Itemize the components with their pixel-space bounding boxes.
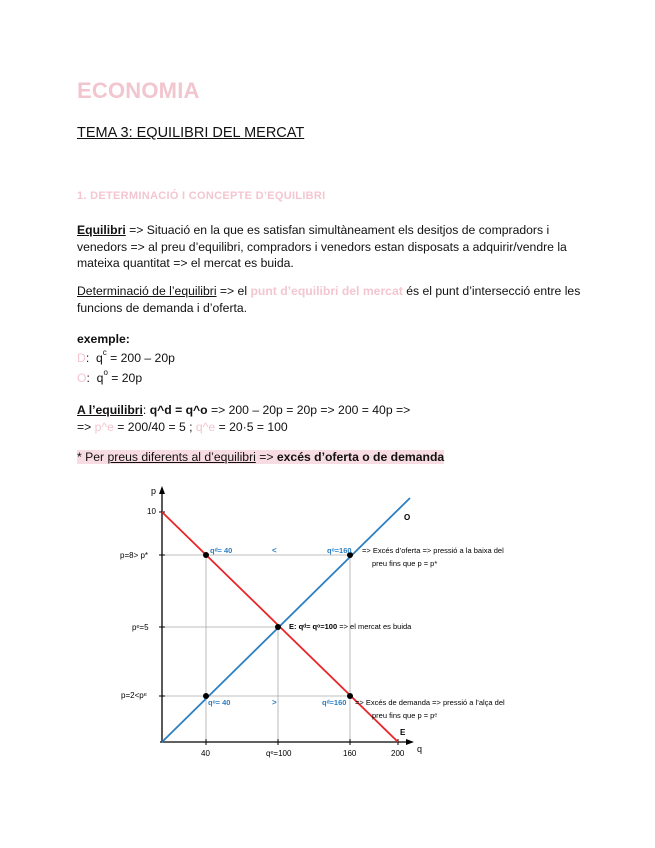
supply-demand-graph bbox=[0, 478, 655, 768]
demand-q: q bbox=[95, 351, 103, 365]
equilibri-paragraph bbox=[77, 222, 567, 272]
topic-heading: TEMA 3: EQUILIBRI DEL MERCAT bbox=[77, 125, 305, 141]
calc-bold-eq: q^d = q^o bbox=[149, 403, 208, 417]
calc-term: A l’equilibri bbox=[77, 403, 143, 417]
excess-demand-line2: preu fins que p = pᵉ bbox=[372, 711, 438, 720]
axis-p-label: p bbox=[151, 486, 157, 496]
demand-function: D: $q^c = 200 - 20p$ bbox=[77, 348, 175, 365]
demand-letter: D bbox=[77, 351, 86, 365]
determinacio-paragraph bbox=[77, 283, 580, 316]
x-tick-160: 160 bbox=[343, 749, 357, 758]
point-qd40 bbox=[203, 552, 209, 558]
document-title: ECONOMIA bbox=[77, 78, 200, 103]
calc-pre2: => bbox=[77, 419, 95, 434]
determinacio-line2: funcions de demanda i d’oferta. bbox=[77, 300, 248, 315]
calc-qe: q^e bbox=[195, 419, 216, 434]
y-axis-arrow bbox=[159, 486, 165, 494]
axis-q-label: q bbox=[417, 744, 423, 754]
equilibri-line3: mateixa quantitat => el mercat es buida. bbox=[77, 256, 294, 270]
note-pre: * Per bbox=[77, 450, 108, 464]
note-mid: => bbox=[255, 450, 277, 464]
note-underlined: preus diferents al d’equilibri bbox=[107, 450, 256, 464]
equilibri-line2: venedors => al preu d’equilibri, compradors i venedors estan disposats a adquirir/vendre la bbox=[77, 239, 567, 254]
equilibri-term: Equilibri bbox=[77, 223, 126, 237]
demand-sup: c bbox=[102, 348, 107, 357]
calc-pe: p^e bbox=[94, 419, 114, 434]
annot-equilibrium bbox=[289, 622, 412, 631]
calc-mid2: = 200/40 = 5 ; bbox=[113, 419, 196, 434]
determinacio-term: Determinació de l’equilibri bbox=[77, 284, 217, 298]
demand-label: E bbox=[400, 728, 406, 737]
x-tick-100: qᵉ=100 bbox=[266, 749, 292, 758]
determinacio-highlight: punt d’equilibri del mercat bbox=[250, 284, 403, 298]
demand-rest: = 200 – 20p bbox=[106, 351, 175, 365]
eq-text: => el mercat es buida bbox=[337, 622, 412, 631]
determinacio-post: és el punt d’intersecció entre les bbox=[402, 284, 581, 298]
supply-q: q bbox=[96, 371, 104, 385]
y-tick-eq: pᵉ=5 bbox=[132, 623, 149, 632]
annot-gt: > bbox=[272, 698, 277, 707]
note-line bbox=[77, 449, 444, 466]
supply-rest: = 20p bbox=[107, 371, 143, 385]
note-bold: excés d’oferta o de demanda bbox=[276, 450, 445, 464]
calc-rest1: => 200 – 20p = 20p => 200 = 40p => bbox=[207, 403, 411, 417]
eq-label: E: qᵈ= qᵒ=100 bbox=[289, 622, 338, 631]
x-axis-arrow bbox=[406, 739, 414, 745]
supply-function: O: $q^o = 20p$ bbox=[77, 368, 143, 385]
section-heading: 1. DETERMINACIÓ I CONCEPTE D’EQUILIBRI bbox=[77, 190, 326, 202]
equilibri-line1: => Situació en la que es satisfan simultàneament els desitjos de compradors i bbox=[125, 223, 550, 237]
excess-supply-line1: => Excés d’oferta => pressió a la baixa del bbox=[362, 546, 504, 555]
annot-qd40: qᵈ= 40 bbox=[210, 546, 233, 555]
excess-demand-line1: => Excés de demanda => pressió a l’alça del bbox=[355, 698, 505, 707]
excess-supply-line2: preu fins que p = p* bbox=[372, 559, 438, 568]
supply-label: O bbox=[404, 513, 411, 522]
annot-qo160: qᵒ=160 bbox=[327, 546, 352, 555]
supply-sup: o bbox=[103, 368, 108, 377]
determinacio-pre: => el bbox=[216, 284, 251, 298]
y-tick-low: p=2<pᵉ bbox=[121, 691, 147, 700]
x-tick-40: 40 bbox=[201, 749, 210, 758]
point-equilibrium bbox=[275, 624, 281, 630]
y-tick-10: 10 bbox=[147, 507, 156, 516]
annot-qd160: qᵈ=160 bbox=[322, 698, 347, 707]
supply-letter: O bbox=[77, 371, 87, 385]
annot-qo40: qᵒ= 40 bbox=[208, 698, 231, 707]
point-qd160 bbox=[347, 693, 353, 699]
calc-rest2: = 20·5 = 100 bbox=[215, 419, 288, 434]
x-tick-200: 200 bbox=[391, 749, 405, 758]
y-tick-high: p=8> p* bbox=[120, 551, 149, 560]
exemple-label: exemple: bbox=[77, 332, 130, 346]
calc-paragraph bbox=[77, 402, 410, 435]
annot-lt: < bbox=[272, 546, 277, 555]
calc-colon: : bbox=[142, 403, 150, 417]
